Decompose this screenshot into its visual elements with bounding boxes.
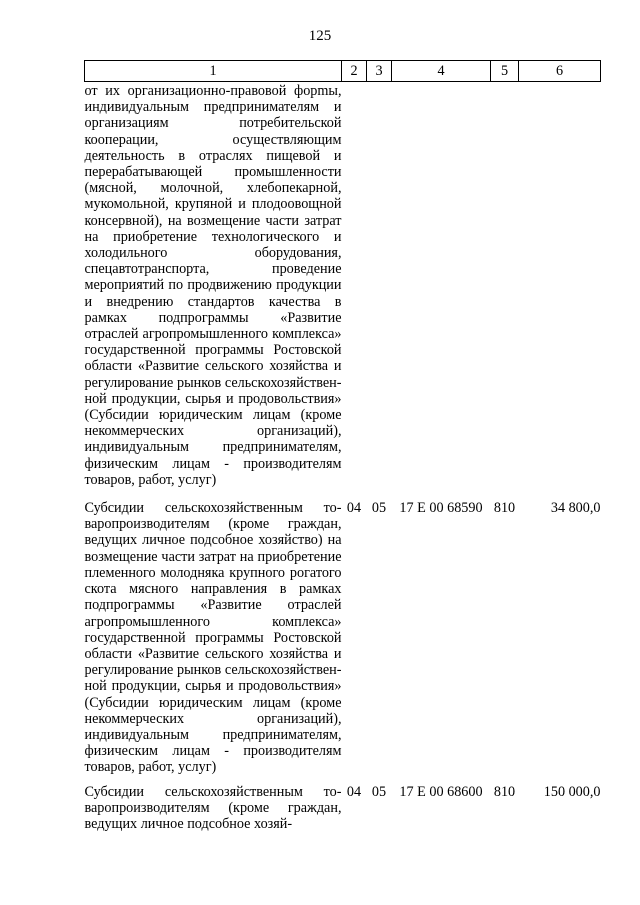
row-description: от их организационно-правовой форmы, индивидуальным предпринимателям и организациям потребительской кооперации, осуществляющим деятельность в отраслях пищевой и перерабатывающей промышленности (мясной, молочной, хлебопекарной, мукомольной, крупяной и плодоовощной консервной), на возмещение части затрат на приобретение технологического и холодильного оборудования, спецавтотранспорта, проведение мероприятий по продвижению продукции и внедрению стандартов качества в рамках подпрограммы «Развитие отраслей агропромышленного комплекса» государственной программы Ростовской области «Развитие сельского хозяйства и регулирование рынков сельскохозяйственной продукции, сырья и продовольствия» (Субсидии юридическим лицам (кроме некоммерческих организаций), индивидуальным предпринимателям, физическим лицам - производителям товаров, работ, услуг) [84, 83, 342, 488]
row-target-code [392, 82, 491, 501]
row-expense-type-code: 810 [493, 500, 516, 517]
table-row [85, 784, 601, 841]
column-header-2: 2 [342, 61, 367, 82]
table-row [85, 500, 601, 783]
budget-table [84, 60, 601, 840]
row-section-code [342, 82, 367, 501]
column-header-3: 3 [367, 61, 392, 82]
table-row [85, 82, 601, 501]
column-header-6: 6 [519, 61, 601, 82]
row-amount: 150 000,0 [543, 783, 601, 800]
row-section-code: 04 [346, 783, 362, 800]
row-description: Субсидии сельскохозяйственным товаропроизводителям (кроме граждан, ведущих личное подсобное хозяйство) на возмещение части затрат на приобретение племенного молодняка крупного рогатого скота мясного направления в рамках подпрограммы «Развитие отраслей агропромышленного комплекса» государственной программы Ростовской области «Развитие сельского хозяйства и регулирование рынков сельскохозяйственной продукции, сырья и продовольствия» (Субсидии юридическим лицам (кроме некоммерческих организаций), индивидуальным предпринимателям, физическим лицам - производителям товаров, работ, услуг) [84, 500, 342, 776]
row-section-code: 04 [346, 500, 362, 517]
row-target-code: 17 Е 00 68590 [399, 500, 483, 517]
page-number: 125 [308, 28, 332, 44]
row-expense-type-code: 810 [493, 783, 516, 800]
row-amount [519, 82, 601, 501]
row-amount: 34 800,0 [550, 500, 601, 517]
column-header-1: 1 [85, 61, 342, 82]
row-subsection-code: 05 [371, 783, 387, 800]
row-description: Субсидии сельскохозяйственным товаропроизводителям (кроме граждан, ведущих личное подсобное хозяй- [84, 783, 342, 832]
row-subsection-code [367, 82, 392, 501]
column-header-5: 5 [491, 61, 519, 82]
column-header-4: 4 [392, 61, 491, 82]
row-subsection-code: 05 [371, 500, 387, 517]
row-expense-type-code [491, 82, 519, 501]
table-header-row [85, 61, 601, 82]
row-target-code: 17 Е 00 68600 [399, 783, 483, 800]
